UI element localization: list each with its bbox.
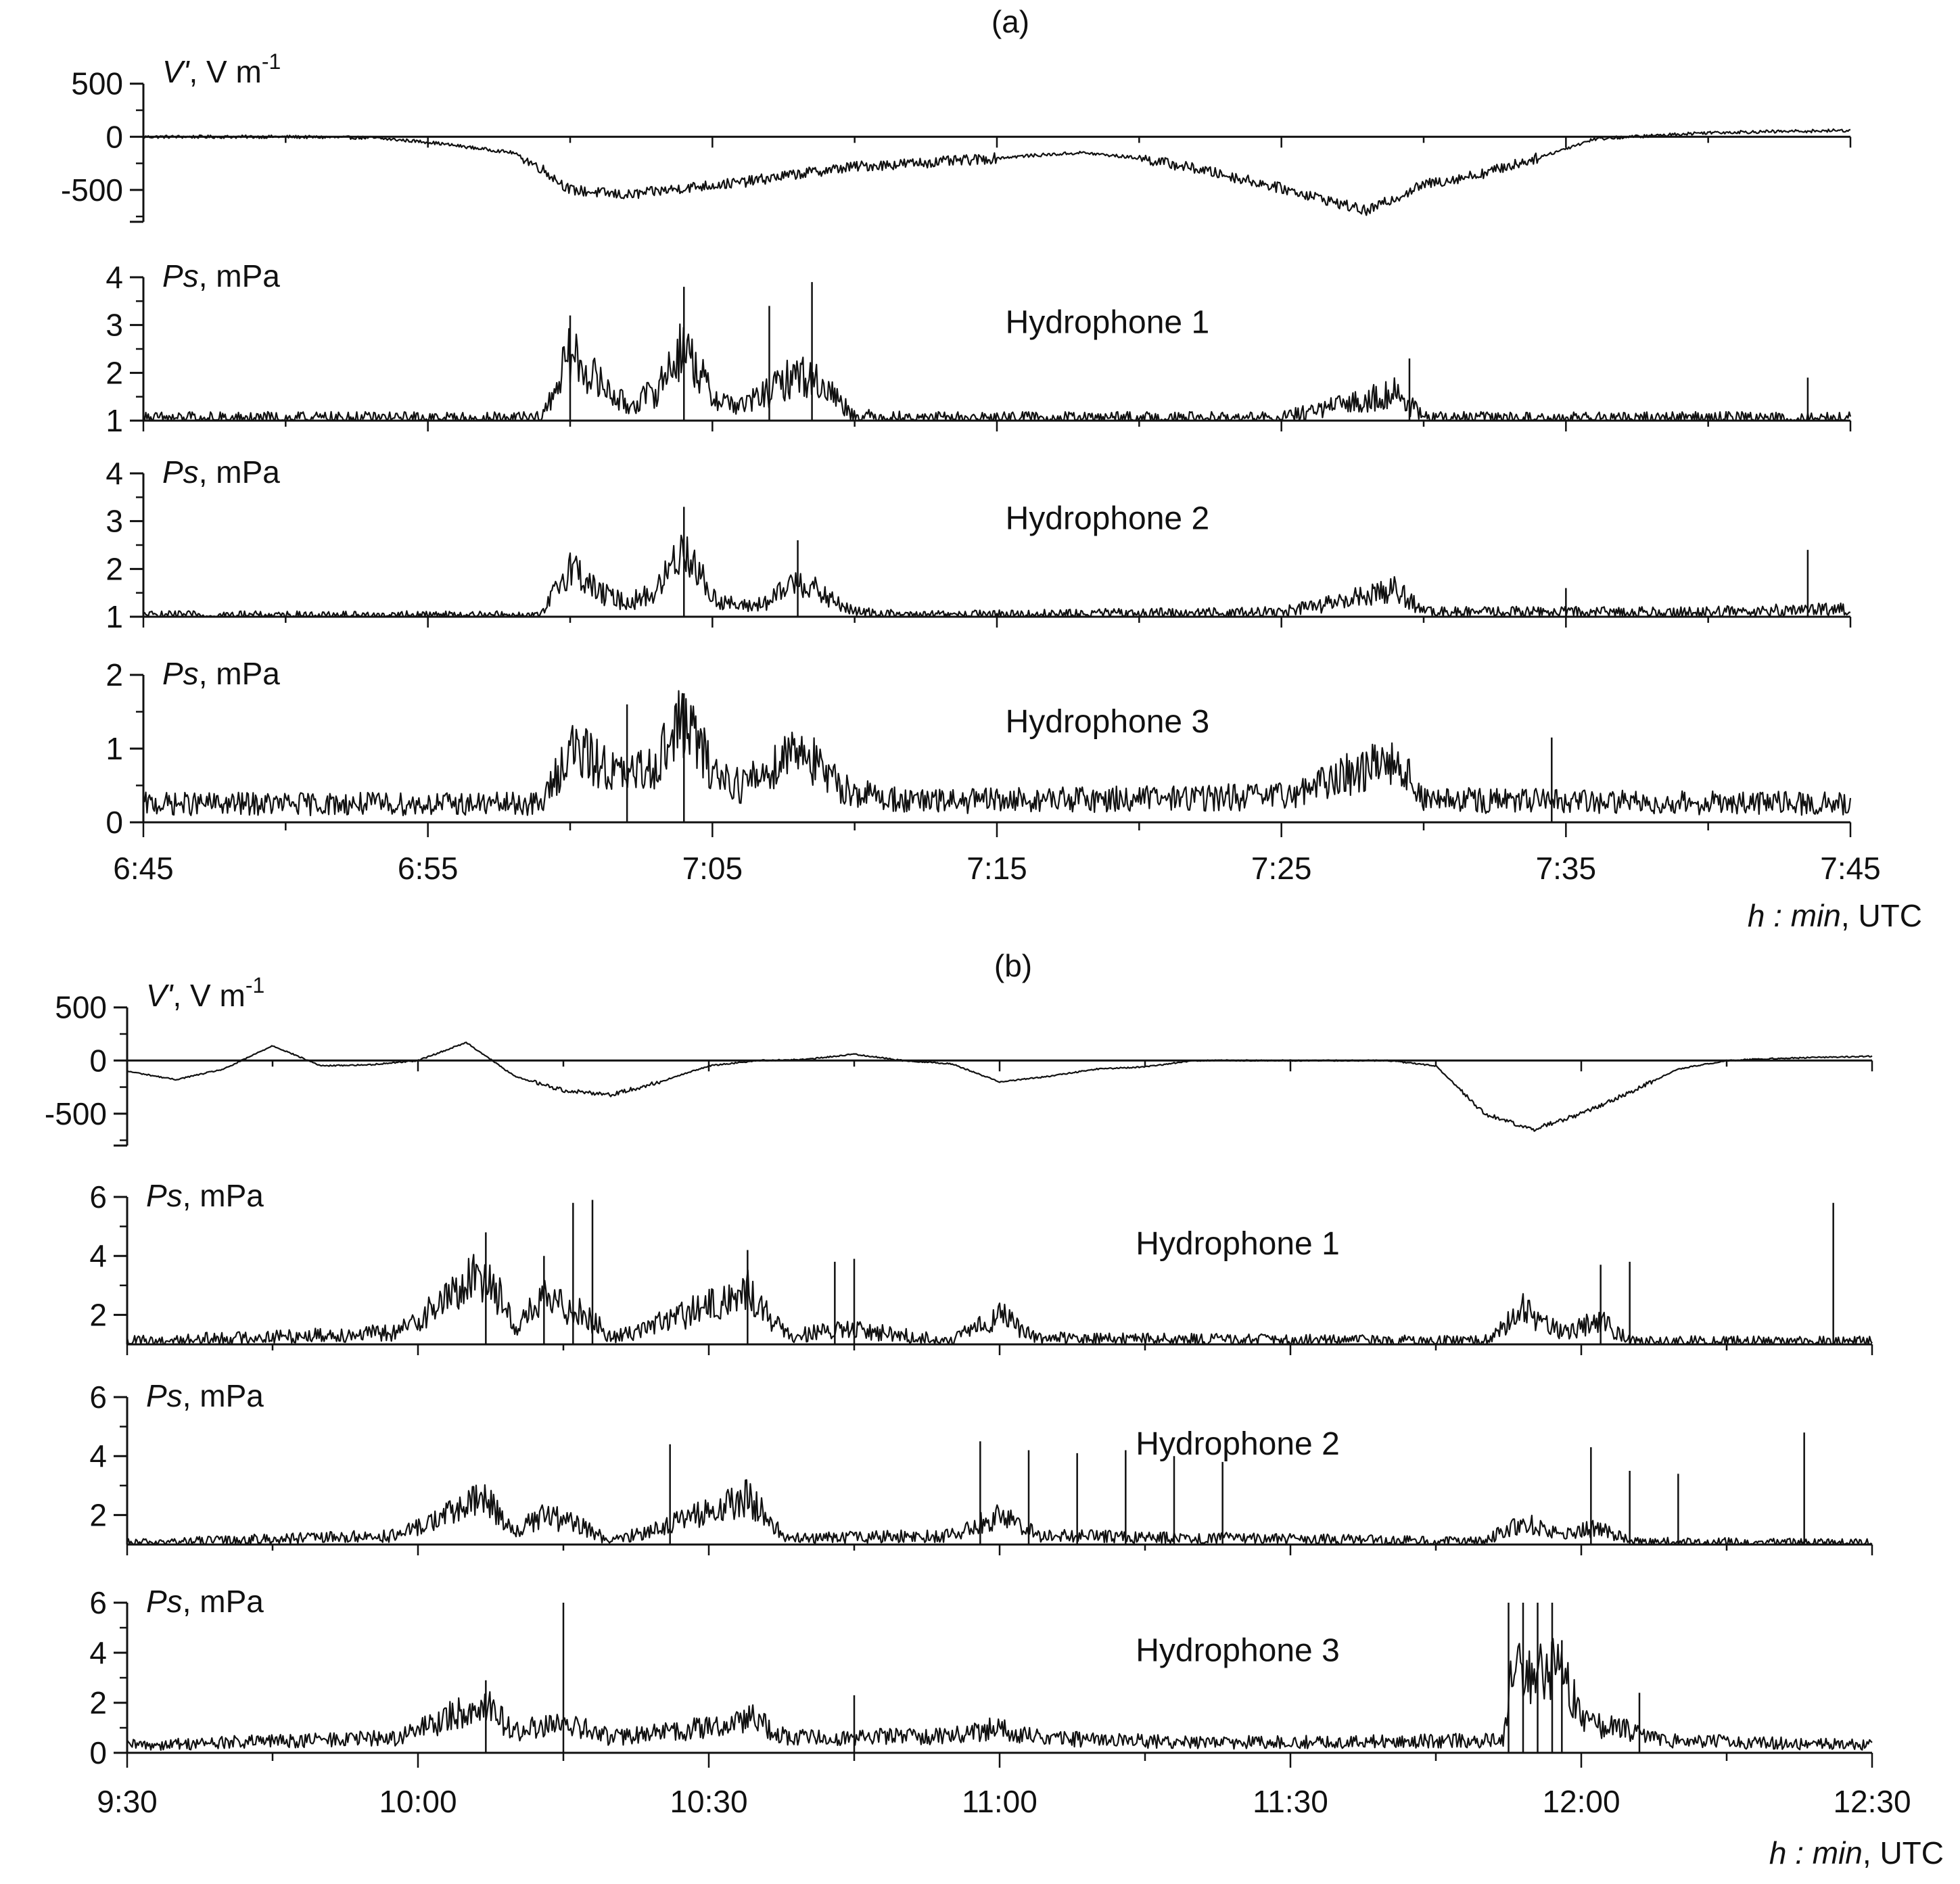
x-tick-label-b-4: 11:30 — [1253, 1784, 1328, 1819]
chart-b-field-y-tick-label-2: -500 — [44, 1096, 107, 1131]
x-tick-label-a-6: 7:45 — [1820, 851, 1881, 886]
x-tick-label-b-6: 12:30 — [1833, 1784, 1911, 1819]
x-tick-label-b-2: 10:30 — [670, 1784, 748, 1819]
chart-b-hydrophone-2-y-title-unit: , mPa — [182, 1378, 264, 1413]
chart-a-hydrophone-3-y-tick-label-0: 2 — [106, 657, 123, 692]
chart-b-hydrophone-3-annotation: Hydrophone 3 — [1136, 1632, 1340, 1669]
chart-a-field-y-tick-label-0: 500 — [71, 66, 123, 101]
x-tick-label-a-3: 7:15 — [966, 851, 1027, 886]
x-axis-unit-italic: h : min — [1769, 1835, 1863, 1870]
chart-b-hydrophone-2-y-tick-label-1: 4 — [89, 1438, 107, 1474]
chart-a-hydrophone-2-y-title — [162, 454, 280, 490]
chart-a-hydrophone-1-y-tick-label-3: 1 — [106, 403, 123, 438]
chart-a-field-y-title-exp: -1 — [261, 49, 281, 74]
chart-a-hydrophone-3-y-title — [162, 656, 280, 691]
chart-a-hydrophone-2-y-tick-label-0: 4 — [106, 456, 123, 491]
x-axis-unit-b — [1769, 1835, 1944, 1870]
chart-b-hydrophone-1-annotation: Hydrophone 1 — [1136, 1226, 1340, 1263]
chart-a-field-y-title-symbol: V' — [162, 54, 189, 89]
chart-b-hydrophone-2-y-title — [146, 1378, 264, 1413]
chart-b-field-y-title-symbol: V' — [146, 978, 173, 1013]
x-axis-unit-italic: h : min — [1747, 898, 1841, 933]
chart-b-hydrophone-1-y-tick-label-2: 2 — [89, 1297, 107, 1333]
chart-b-field-y-title-exp: -1 — [245, 973, 265, 997]
chart-a-hydrophone-1-y-tick-label-0: 4 — [106, 260, 123, 295]
chart-a-hydrophone-2-y-title-unit: , mPa — [198, 454, 280, 490]
chart-b-hydrophone-1-y-title — [146, 1178, 264, 1213]
x-axis-unit-rest: , UTC — [1840, 898, 1922, 933]
chart-b-hydrophone-1-y-tick-label-0: 6 — [89, 1179, 107, 1215]
x-axis-unit-a — [1748, 898, 1922, 933]
chart-b-hydrophone-1-y-tick-label-1: 4 — [89, 1238, 107, 1274]
chart-a-hydrophone-3-y-title-unit: , mPa — [198, 656, 280, 691]
panel-label-b: (b) — [994, 948, 1033, 983]
x-tick-label-a-5: 7:35 — [1535, 851, 1597, 886]
chart-b-hydrophone-3-y-tick-label-0: 6 — [89, 1585, 107, 1620]
x-tick-label-b-5: 12:00 — [1542, 1784, 1620, 1819]
chart-b-hydrophone-3-y-tick-label-2: 2 — [89, 1685, 107, 1720]
x-axis-unit-rest: , UTC — [1862, 1835, 1944, 1870]
chart-b-hydrophone-3-y-tick-label-1: 4 — [89, 1635, 107, 1670]
chart-a-hydrophone-2-y-tick-label-2: 2 — [106, 551, 123, 587]
chart-b-hydrophone-1-y-title-symbol: Ps — [146, 1178, 183, 1213]
chart-b-hydrophone-3-y-tick-label-3: 0 — [89, 1735, 107, 1770]
chart-a-hydrophone-1-y-title-symbol: Ps — [162, 258, 199, 293]
x-tick-label-a-1: 6:55 — [397, 851, 459, 886]
chart-a-hydrophone-1-y-title — [162, 258, 280, 293]
chart-a-field-y-tick-label-2: -500 — [60, 172, 123, 208]
chart-a-hydrophone-2-annotation: Hydrophone 2 — [1005, 500, 1210, 537]
chart-a-hydrophone-2-y-tick-label-3: 1 — [106, 599, 123, 634]
chart-a-hydrophone-2-y-tick-label-1: 3 — [106, 503, 123, 539]
x-tick-label-a-2: 7:05 — [682, 851, 743, 886]
chart-a-hydrophone-2-y-title-symbol: Ps — [162, 454, 199, 490]
chart-b-hydrophone-1-y-title-unit: , mPa — [182, 1178, 264, 1213]
x-tick-label-b-1: 10:00 — [379, 1784, 457, 1819]
chart-a-hydrophone-1-y-tick-label-1: 3 — [106, 307, 123, 343]
chart-a-field-y-tick-label-1: 0 — [106, 119, 123, 155]
chart-b-field-y-title-unit: , V m — [172, 978, 246, 1013]
chart-b-hydrophone-3-y-title-symbol: Ps — [146, 1584, 183, 1619]
chart-a-hydrophone-1-y-title-unit: , mPa — [198, 258, 280, 293]
panel-label-a: (a) — [991, 4, 1030, 39]
chart-a-hydrophone-3-y-tick-label-2: 0 — [106, 805, 123, 840]
chart-b-field-y-tick-label-0: 500 — [55, 989, 107, 1025]
x-tick-label-b-0: 9:30 — [97, 1784, 158, 1819]
chart-a-field-y-title-unit: , V m — [189, 54, 262, 89]
chart-b-hydrophone-3-y-title — [146, 1584, 264, 1619]
chart-a-hydrophone-3-y-title-symbol: Ps — [162, 656, 199, 691]
chart-a-hydrophone-3-y-tick-label-1: 1 — [106, 731, 123, 766]
chart-b-hydrophone-2-y-tick-label-2: 2 — [89, 1497, 107, 1533]
x-tick-label-a-4: 7:25 — [1251, 851, 1312, 886]
chart-a-hydrophone-1-y-tick-label-2: 2 — [106, 355, 123, 391]
chart-b-hydrophone-2-y-title-symbol: Ps — [146, 1378, 183, 1413]
chart-b-field-y-tick-label-1: 0 — [89, 1043, 107, 1079]
chart-b-hydrophone-2-annotation: Hydrophone 2 — [1136, 1426, 1340, 1463]
chart-b-hydrophone-3-y-title-unit: , mPa — [182, 1584, 264, 1619]
chart-a-hydrophone-3-annotation: Hydrophone 3 — [1005, 704, 1210, 740]
x-tick-label-a-0: 6:45 — [113, 851, 174, 886]
chart-b-hydrophone-2-y-tick-label-0: 6 — [89, 1380, 107, 1415]
chart-a-hydrophone-1-annotation: Hydrophone 1 — [1005, 304, 1210, 341]
x-tick-label-b-3: 11:00 — [962, 1784, 1037, 1819]
